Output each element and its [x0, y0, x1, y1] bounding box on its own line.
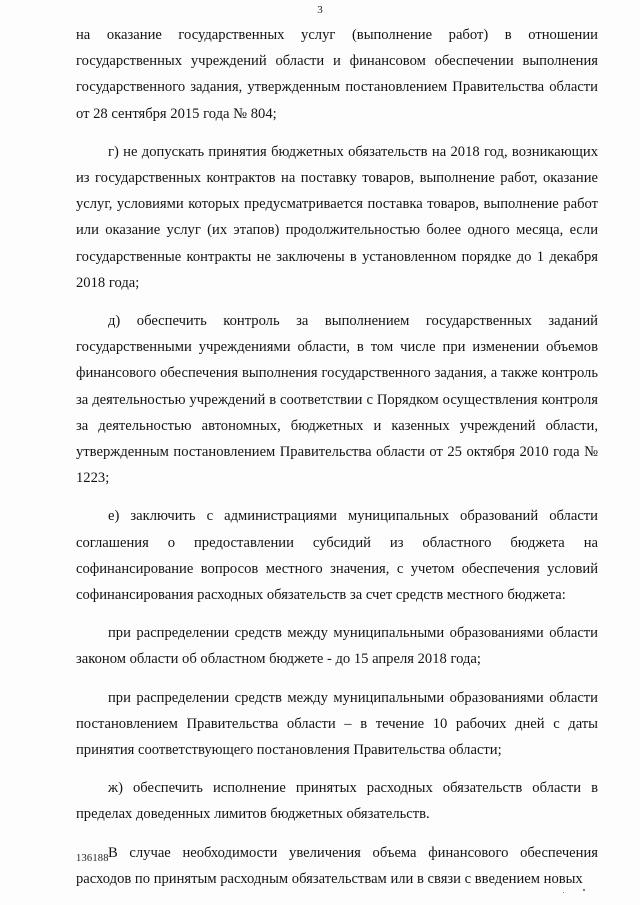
- paragraph-subitem-resolution: при распределении средств между муниципальными образованиями области постановлением Правительства области – в течение 10 рабочих дней с даты принятия соответствующего постановления Правительства области;: [76, 689, 598, 759]
- page-number: 3: [317, 4, 323, 16]
- paragraph-item-e: е) заключить с администрациями муниципальных образований области соглашения о предоставлении субсидий из областного бюджета на софинансирование вопросов местного значения, с учетом обеспечения условий софинансирования расходных обязательств за счет средств местного бюджета:: [76, 508, 598, 604]
- paragraph-continuation: на оказание государственных услуг (выполнение работ) в отношении государственных учреждений области и финансовом обеспечении выполнения государственного задания, утвержденным постановлением Правительства области от 28 сентября 2015 года № 804;: [76, 27, 598, 122]
- paragraph-increase-funding: В случае необходимости увеличения объема финансового обеспечения расходов по принятым расходным обязательствам или в связи с введением новых: [76, 844, 598, 887]
- paragraph-item-g: г) не допускать принятия бюджетных обязательств на 2018 год, возникающих из государственных контрактов на поставку товаров, выполнение работ, оказание услуг, условиями которых предусматривается поставка товаров, выполнение работ или оказание услуг (их этапов) продолжительностью более одного месяца, если государственные контракты не заключены в установленном порядке до 1 декабря 2018 года;: [76, 143, 598, 291]
- scan-artifact: [563, 892, 564, 893]
- paragraph-item-d: д) обеспечить контроль за выполнением государственных заданий государственными учреждениями области, в том числе при изменении объемов финансового обеспечения выполнения государственного задания, а также контроль за деятельностью учреждений в соответствии с Порядком осуществления контроля за деятельностью автономных, бюджетных и казенных учреждений области, утвержденным постановлением Правительства области от 25 октября 2010 года № 1223;: [76, 313, 598, 487]
- document-body: [76, 22, 598, 904]
- scan-artifact: [583, 889, 585, 891]
- paragraph-subitem-law: при распределении средств между муниципальными образованиями области законом области об областном бюджете - до 15 апреля 2018 года;: [76, 625, 598, 668]
- paragraph-item-zh: ж) обеспечить исполнение принятых расходных обязательств области в пределах доведенных лимитов бюджетных обязательств.: [76, 780, 598, 823]
- document-code: 136188: [76, 853, 109, 864]
